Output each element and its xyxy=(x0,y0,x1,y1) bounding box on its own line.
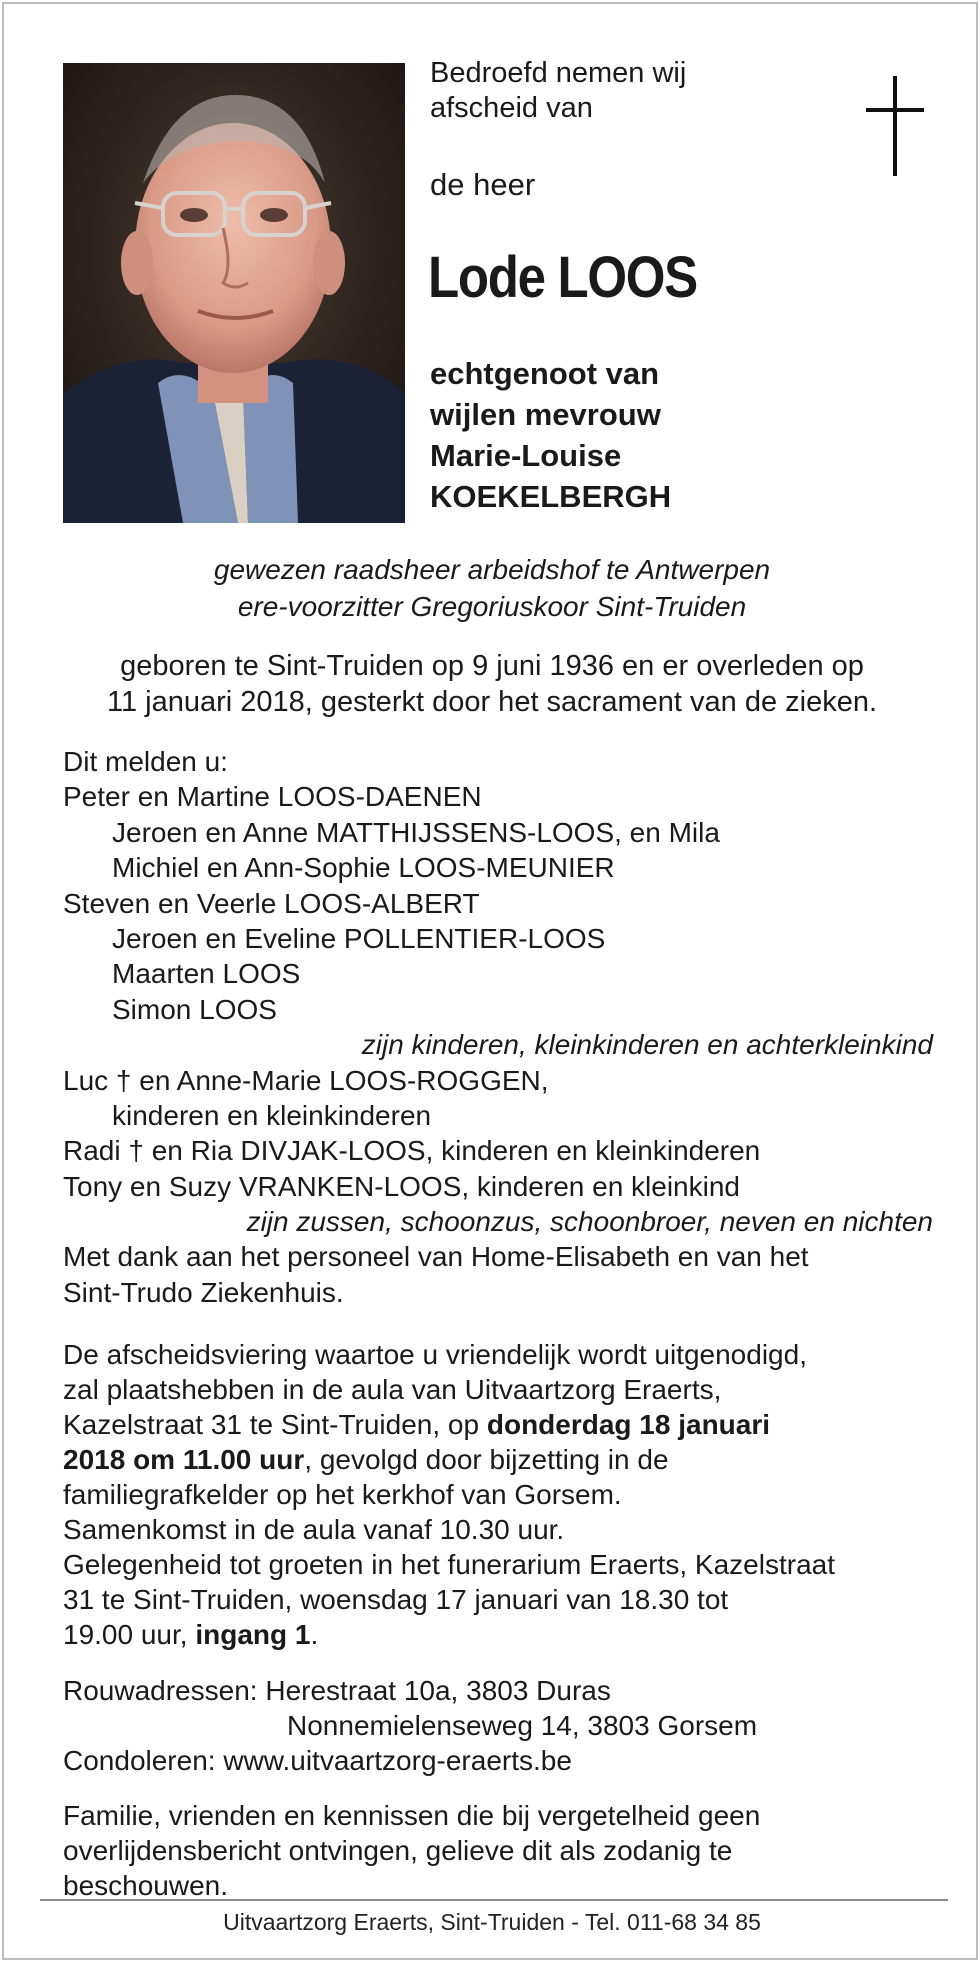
family-relation: zijn zussen, schoonzus, schoonbroer, neven en nichten xyxy=(246,1206,933,1238)
family-intro: Dit melden u: xyxy=(63,746,228,777)
closing-note xyxy=(63,1798,943,1903)
honorific: de heer xyxy=(430,167,536,202)
family-row: Peter en Martine LOOS-DAENEN xyxy=(63,781,482,813)
ceremony-line: 31 te Sint-Truiden, woensdag 17 januari van 18.30 tot xyxy=(63,1584,729,1615)
intro-line-1: Bedroefd nemen wij xyxy=(430,57,687,89)
condolence-label: Condoleren: xyxy=(63,1745,216,1776)
address-line-2 xyxy=(63,1708,943,1743)
ceremony-info xyxy=(63,1337,943,1652)
obituary-card xyxy=(2,2,978,1960)
address-1: Herestraat 10a, 3803 Duras xyxy=(265,1675,611,1706)
thanks-line: Sint-Trudo Ziekenhuis. xyxy=(63,1276,344,1308)
family-row: Luc † en Anne-Marie LOOS-ROGGEN, xyxy=(63,1064,549,1096)
ceremony-text: , gevolgd door bijzetting in de xyxy=(304,1444,669,1475)
deceased-name: Lode LOOS xyxy=(428,245,697,310)
ceremony-text: Kazelstraat 31 te Sint-Truiden, op xyxy=(63,1409,487,1440)
condolence-link[interactable]: www.uitvaartzorg-eraerts.be xyxy=(223,1745,572,1776)
address-2: Nonnemielenseweg 14, 3803 Gorsem xyxy=(287,1710,758,1741)
ceremony-text: . xyxy=(310,1619,319,1650)
ceremony-line xyxy=(63,1617,943,1652)
family-row: Steven en Veerle LOOS-ALBERT xyxy=(63,887,480,919)
family-row: Maarten LOOS xyxy=(112,958,301,990)
closing-line: overlijdensbericht ontvingen, gelieve dit als zodanig te xyxy=(63,1835,733,1866)
footer-divider xyxy=(40,1899,948,1901)
addresses xyxy=(63,1673,943,1778)
closing-line: Familie, vrienden en kennissen die bij vergetelheid geen xyxy=(63,1800,761,1831)
ceremony-text: 19.00 uur, xyxy=(63,1619,196,1650)
cross-icon xyxy=(866,76,924,176)
spouse-line-2: wijlen mevrouw xyxy=(430,397,661,432)
ceremony-line xyxy=(63,1442,943,1477)
intro-line-2: afscheid van xyxy=(430,92,593,124)
address-line-1 xyxy=(63,1673,943,1708)
intro-text xyxy=(430,56,686,126)
ceremony-line xyxy=(63,1407,943,1442)
spouse-line-3: Marie-Louise xyxy=(430,438,622,473)
birth-death xyxy=(4,648,980,720)
ceremony-date: donderdag 18 januari xyxy=(486,1409,771,1440)
function-line-2: ere-voorzitter Gregoriuskoor Sint-Truiden xyxy=(237,591,747,622)
birth-line-2: 11 januari 2018, gesterkt door het sacrament van de zieken. xyxy=(106,686,878,718)
family-row: Simon LOOS xyxy=(112,993,277,1025)
closing-line: beschouwen. xyxy=(63,1870,229,1901)
ceremony-line: Samenkomst in de aula vanaf 10.30 uur. xyxy=(63,1514,565,1545)
family-row: Jeroen en Anne MATTHIJSSENS-LOOS, en Mila xyxy=(112,816,720,848)
family-row: Tony en Suzy VRANKEN-LOOS, kinderen en kleinkind xyxy=(63,1170,740,1202)
family-row: kinderen en kleinkinderen xyxy=(112,1099,432,1131)
birth-line-1: geboren te Sint-Truiden op 9 juni 1936 en er overleden op xyxy=(120,650,864,682)
ceremony-time: 2018 om 11.00 uur xyxy=(63,1444,305,1475)
spouse-line-1: echtgenoot van xyxy=(430,356,660,391)
portrait-photo xyxy=(63,63,405,523)
ceremony-line: Gelegenheid tot groeten in het funerarium Eraerts, Kazelstraat xyxy=(63,1549,835,1580)
ceremony-line: zal plaatshebben in de aula van Uitvaartzorg Eraerts, xyxy=(63,1374,722,1405)
address-label: Rouwadressen: xyxy=(63,1675,258,1706)
footer-text: Uitvaartzorg Eraerts, Sint-Truiden - Tel. 011-68 34 85 xyxy=(223,1909,761,1935)
spouse-block xyxy=(430,353,671,517)
condolence-line xyxy=(63,1743,943,1778)
functions xyxy=(4,551,980,625)
ceremony-line: familiegrafkelder op het kerkhof van Gorsem. xyxy=(63,1479,622,1510)
ceremony-line: De afscheidsviering waartoe u vriendelijk wordt uitgenodigd, xyxy=(63,1339,807,1370)
family-row: Michiel en Ann-Sophie LOOS-MEUNIER xyxy=(112,852,615,884)
function-line-1: gewezen raadsheer arbeidshof te Antwerpen xyxy=(213,554,771,585)
spouse-line-4: KOEKELBERGH xyxy=(430,479,672,514)
entrance-label: ingang 1 xyxy=(195,1619,311,1650)
family-list xyxy=(63,744,933,1310)
family-relation: zijn kinderen, kleinkinderen en achterkleinkind xyxy=(361,1029,933,1061)
family-row: Radi † en Ria DIVJAK-LOOS, kinderen en kleinkinderen xyxy=(63,1135,761,1167)
thanks-line: Met dank aan het personeel van Home-Elisabeth en van het xyxy=(63,1241,809,1273)
family-row: Jeroen en Eveline POLLENTIER-LOOS xyxy=(112,922,606,954)
